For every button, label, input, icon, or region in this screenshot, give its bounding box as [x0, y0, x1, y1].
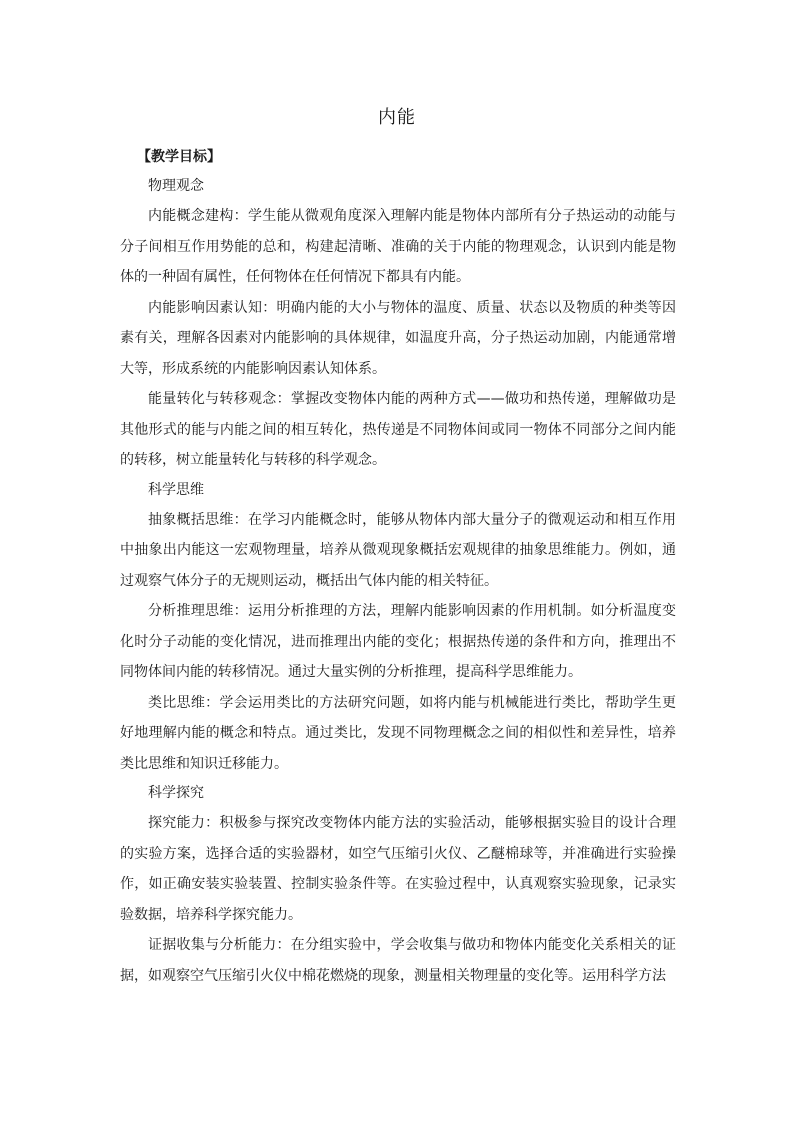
section-heading-scientific-inquiry: 科学探究 [148, 785, 204, 801]
paragraph-analogical-thinking: 类比思维：学会运用类比的方法研究问题，如将内能与机械能进行类比，帮助学生更好地理解内能的概念和特点。通过类比，发现不同物理概念之间的相似性和差异性，培养类比思维和知识迁移能力。 [120, 694, 676, 772]
paragraph-influencing-factors: 内能影响因素认知：明确内能的大小与物体的温度、质量、状态以及物质的种类等因素有关，理解各因素对内能影响的具体规律，如温度升高，分子热运动加剧，内能通常增大等，形成系统的内能影响因素认知体系。 [120, 299, 676, 377]
document-body [120, 143, 676, 991]
paragraph-internal-energy-concept: 内能概念建构：学生能从微观角度深入理解内能是物体内部所有分子热运动的动能与分子间相互作用势能的总和，构建起清晰、准确的关于内能的物理观念，认识到内能是物体的一种固有属性，任何物体在任何情况下都具有内能。 [120, 208, 676, 285]
document-title: 内能 [378, 107, 416, 128]
section-heading-physics-concept: 物理观念 [148, 178, 204, 194]
paragraph-evidence-collection: 证据收集与分析能力：在分组实验中，学会收集与做功和物体内能变化关系相关的证据，如观察空气压缩引火仪中棉花燃烧的现象，测量相关物理量的变化等。运用科学方法 [120, 937, 676, 984]
paragraph-energy-conversion: 能量转化与转移观念：掌握改变物体内能的两种方式——做功和热传递，理解做功是其他形式的能与内能之间的相互转化，热传递是不同物体间或同一物体不同部分之间内能的转移，树立能量转化与转移的科学观念。 [120, 391, 676, 468]
section-heading-scientific-thinking: 科学思维 [148, 481, 204, 498]
objectives-heading: 【教学目标】 [137, 149, 221, 165]
paragraph-inquiry-ability: 探究能力：积极参与探究改变物体内能方法的实验活动，能够根据实验目的设计合理的实验方案，选择合适的实验器材，如空气压缩引火仪、乙醚棉球等，并准确进行实验操作，如正确安装实验装置、控制实验条件等。在实验过程中，认真观察实验现象，记录实验数据，培养科学探究能力。 [120, 815, 676, 923]
paragraph-analytical-reasoning: 分析推理思维：运用分析推理的方法，理解内能影响因素的作用机制。如分析温度变化时分子动能的变化情况，进而推理出内能的变化；根据热传递的条件和方向，推理出不同物体间内能的转移情况。通过大量实例的分析推理，提高科学思维能力。 [120, 603, 676, 680]
paragraph-abstract-thinking: 抽象概括思维：在学习内能概念时，能够从物体内部大量分子的微观运动和相互作用中抽象出内能这一宏观物理量，培养从微观现象概括宏观规律的抽象思维能力。例如，通过观察气体分子的无规则运动，概括出气体内能的相关特征。 [120, 511, 676, 589]
